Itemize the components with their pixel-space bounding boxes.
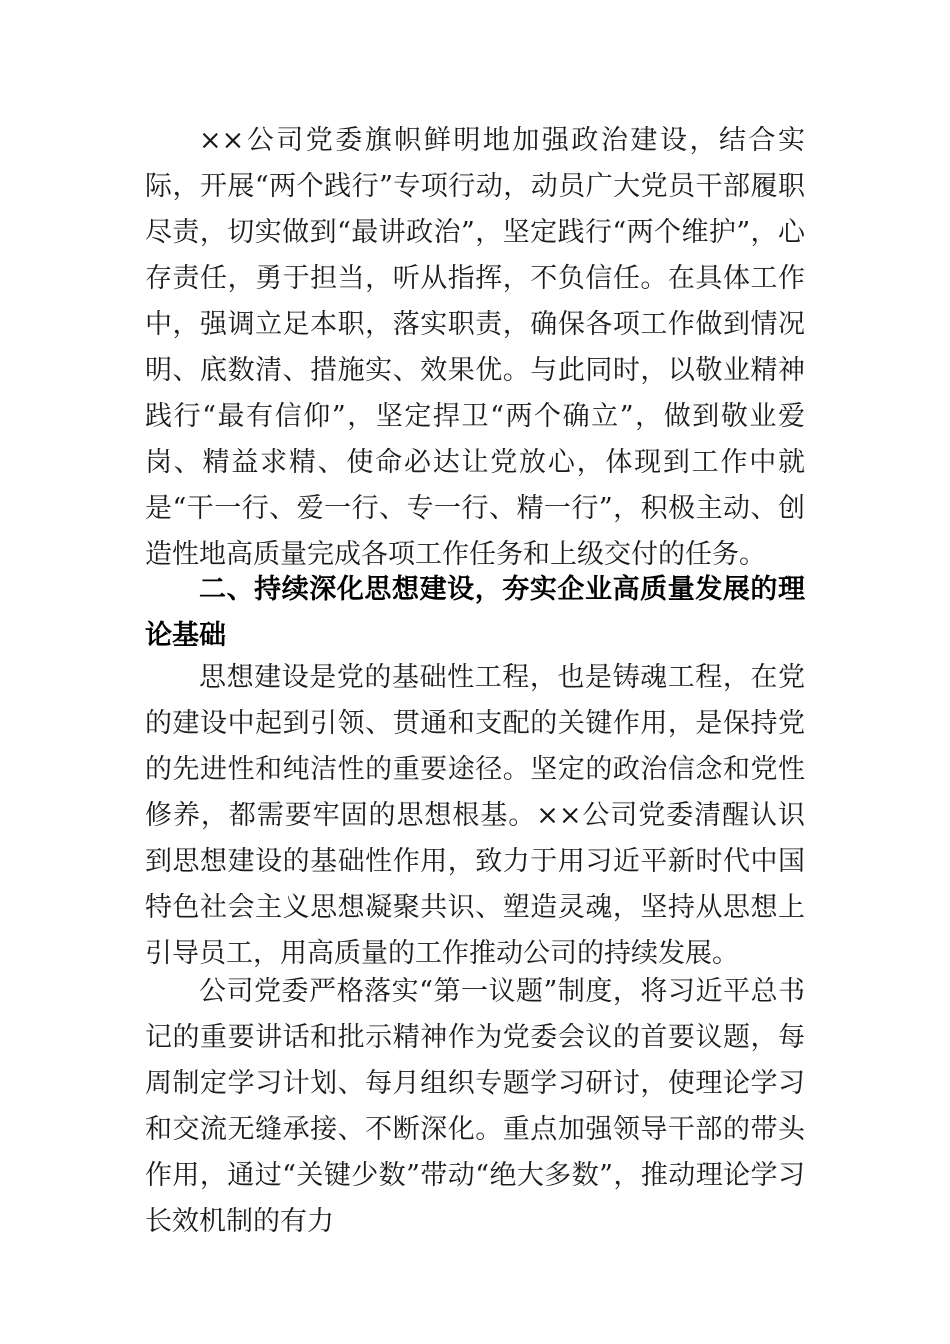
body-paragraph-ideological-foundation: 思想建设是党的基础性工程，也是铸魂工程，在党的建设中起到引领、贯通和支配的关键作用，是保持党的先进性和纯洁性的重要途径。坚定的政治信念和党性修养，都需要牢固的思想根基。××公司党委清醒认识到思想建设的基础性作用，致力于用习近平新时代中国特色社会主义思想凝聚共识、塑造灵魂，坚持从思想上引导员工，用高质量的工作推动公司的持续发展。 [145,662,805,969]
section-heading-ideological-building: 二、持续深化思想建设，夯实企业高质量发展的理论基础 [145,574,805,651]
body-paragraph-political-building: ××公司党委旗帜鲜明地加强政治建设，结合实际，开展“两个践行”专项行动，动员广大党员干部履职尽责，切实做到“最讲政治”，坚定践行“两个维护”，心存责任，勇于担当，听从指挥，不负信任。在具体工作中，强调立足本职，落实职责，确保各项工作做到情况明、底数清、措施实、效果优。与此同时，以敬业精神践行“最有信仰”，坚定捍卫“两个确立”，做到敬业爱岗、精益求精、使命必达让党放心，体现到工作中就是“干一行、爱一行、专一行、精一行”，积极主动、创造性地高质量完成各项工作任务和上级交付的任务。 [145,125,805,570]
body-paragraph-first-agenda-system: 公司党委严格落实“第一议题”制度，将习近平总书记的重要讲话和批示精神作为党委会议的首要议题，每周制定学习计划、每月组织专题学习研讨，使理论学习和交流无缝承接、不断深化。重点加强领导干部的带头作用，通过“关键少数”带动“绝大多数”，推动理论学习长效机制的有力 [145,976,805,1237]
